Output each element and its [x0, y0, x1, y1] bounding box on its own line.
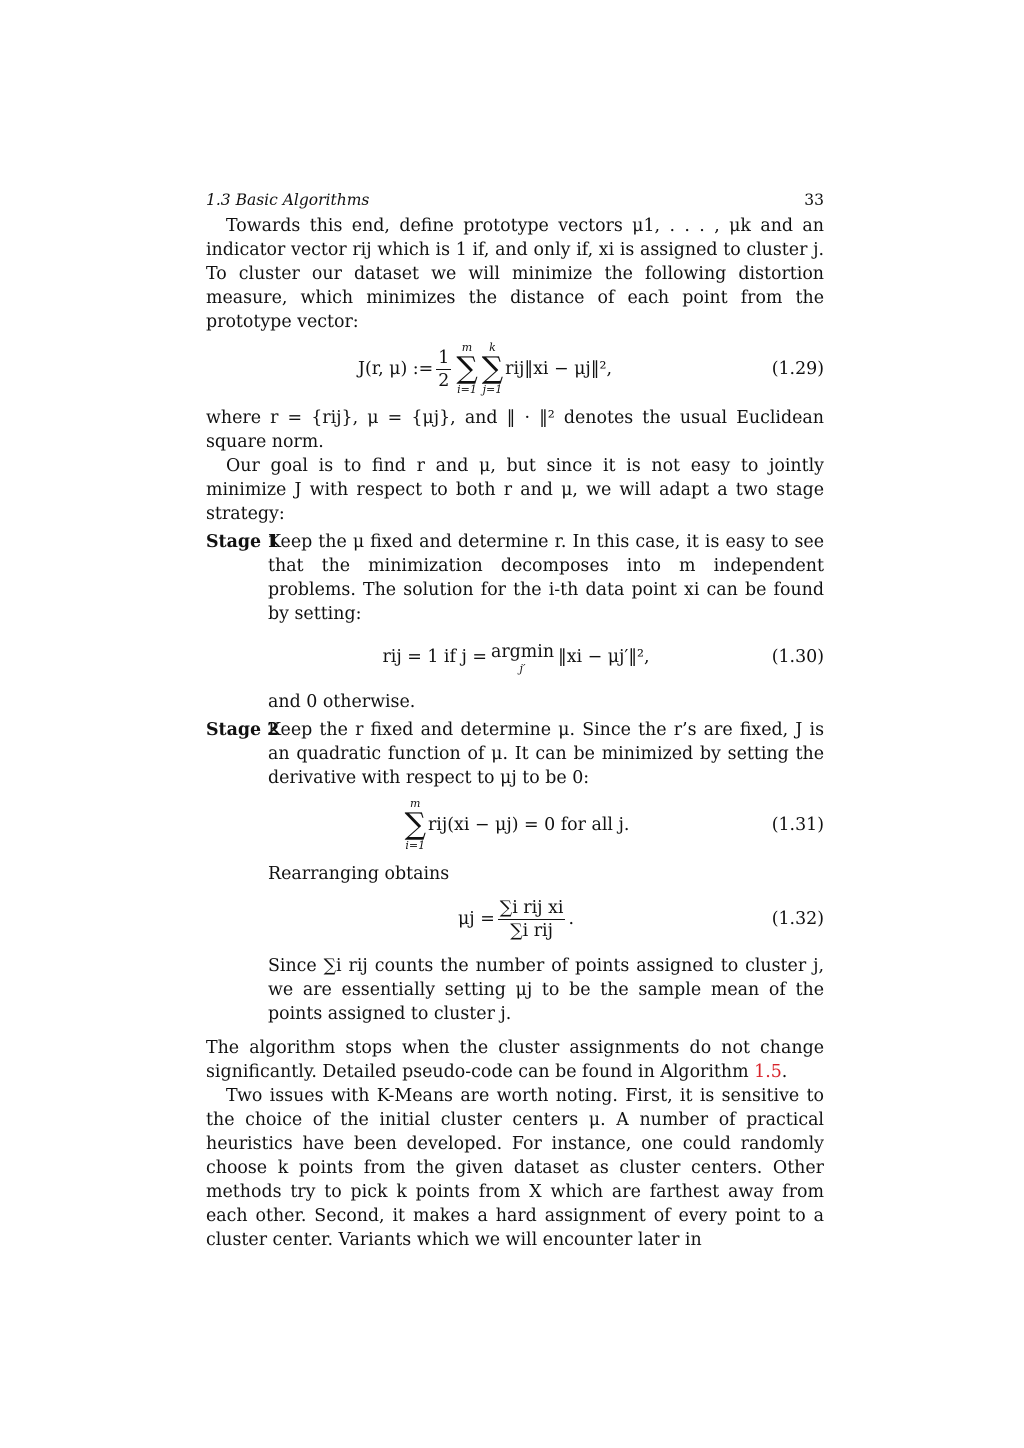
para4-end: .: [781, 1062, 788, 1082]
stage-1: [206, 530, 824, 626]
eq130-argmin: [491, 640, 554, 674]
paragraph-issues: Two issues with K-Means are worth noting. First, it is sensitive to the choice of the initial cluster centers μ. A number of practical heuristics have been developed. For instance, one could randomly choose k points from the given dataset as cluster centers. Other methods try to pick k points from X which are farthest away from each other. Second, it makes a hard assignment of every point to a cluster center. Variants which we will encounter later in: [206, 1086, 824, 1250]
equation-1-32: [206, 890, 824, 948]
equation-1-30: [206, 630, 824, 684]
eq132-tail: .: [568, 909, 574, 929]
eq129-rhs: rij‖xi − μj‖²,: [505, 359, 613, 379]
equation-number: (1.30): [771, 647, 824, 667]
page: [206, 188, 824, 1252]
eq132-frac-bot: ∑i rij: [510, 920, 554, 941]
eq129-sum-j-top: k: [489, 341, 496, 354]
eq131-sum-top: m: [410, 797, 421, 810]
sigma-symbol: ∑: [456, 351, 478, 386]
eq132-lhs: μj =: [458, 909, 495, 929]
stage-1-label: Stage 1: [206, 532, 280, 552]
stage-2: [206, 718, 824, 790]
eq129-sum-j: [482, 342, 503, 396]
eq129-frac-top: 1: [438, 347, 450, 368]
eq129-sum-i-bot: i=1: [457, 383, 477, 396]
sigma-symbol: ∑: [404, 807, 426, 842]
eq131-sum: [405, 798, 426, 852]
stage-2-label: Stage 2: [206, 720, 280, 740]
eq129-sum-i-top: m: [461, 341, 473, 354]
eq130-rhs: ‖xi − μj′‖²,: [558, 647, 650, 667]
stage-2-after: Since ∑i rij counts the number of points assigned to cluster j, we are essentially setting μj to be the sample mean of the points assigned to cluster j.: [268, 956, 824, 1024]
eq132-fraction: [498, 897, 566, 942]
eq129-sum-j-bot: j=1: [482, 383, 503, 396]
sigma-symbol: ∑: [481, 351, 504, 386]
eq131-sum-bot: i=1: [405, 839, 426, 852]
paragraph-goal: Our goal is to find r and μ, but since it is not easy to jointly minimize J with respect to both r and μ, we will adapt a two stage strategy:: [206, 456, 824, 524]
eq129-sum-i: [456, 342, 477, 396]
eq129-lhs: J(r, μ) :=: [357, 359, 434, 379]
equation-number: (1.32): [771, 909, 824, 929]
paragraph-intro: Towards this end, define prototype vectors μ1, . . . , μk and an indicator vector rij which is 1 if, and only if, xi is assigned to cluster j. To cluster our dataset we will minimize the following distortion measure, which minimizes the distance of each point from the prototype vector:: [206, 216, 824, 332]
stage-2-text: Keep the r fixed and determine μ. Since the r’s are fixed, J is an quadratic function of μ. It can be minimized by setting the derivative with respect to μj to be 0:: [268, 720, 824, 788]
eq130-lhs: rij = 1 if j =: [382, 647, 487, 667]
stage-1-after: and 0 otherwise.: [268, 692, 416, 712]
page-number: 33: [804, 191, 824, 209]
equation-number: (1.29): [771, 359, 824, 379]
equation-1-29: [206, 338, 824, 400]
eq129-fraction: [436, 347, 451, 392]
equation-1-31: [206, 794, 824, 856]
algorithm-link[interactable]: 1.5: [754, 1062, 782, 1082]
eq132-frac-top: ∑i rij xi: [499, 897, 564, 918]
section-title: 1.3 Basic Algorithms: [206, 191, 370, 209]
para4-text: The algorithm stops when the cluster assignments do not change significantly. Detailed pseudo-code can be found in Algorithm: [206, 1038, 824, 1082]
eq131-rhs: rij(xi − μj) = 0 for all j.: [427, 815, 630, 835]
eq130-argmin-op: argmin: [490, 642, 555, 662]
stage-1-text: Keep the μ fixed and determine r. In this case, it is easy to see that the minimization decomposes into m independent problems. The solution for the i-th data point xi can be found by setting:: [268, 532, 824, 624]
eq130-argmin-sub: j′: [519, 662, 526, 675]
paragraph-norm: where r = {rij}, μ = {μj}, and ‖ · ‖² denotes the usual Euclidean square norm.: [206, 408, 824, 452]
equation-number: (1.31): [771, 815, 824, 835]
paragraph-stopping: [206, 1036, 824, 1084]
running-header: [206, 188, 824, 214]
rearranging-text: Rearranging obtains: [268, 864, 450, 884]
eq129-frac-bot: 2: [438, 370, 450, 391]
